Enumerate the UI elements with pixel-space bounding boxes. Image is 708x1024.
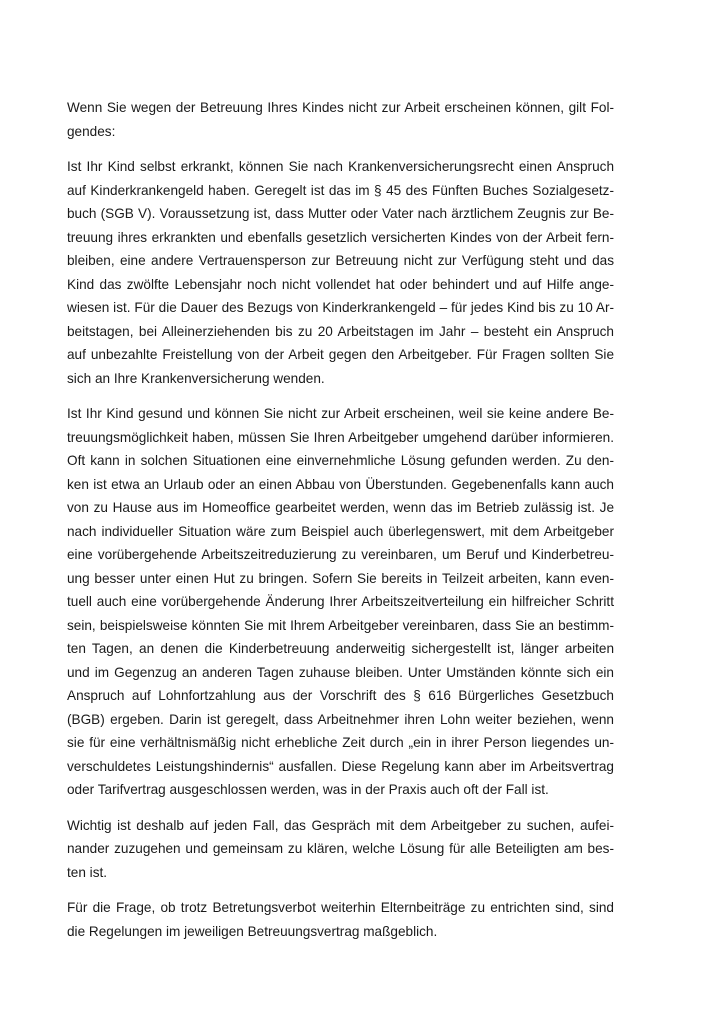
text-line: Ist Ihr Kind gesund und können Sie nicht zur Arbeit erscheinen, weil sie keine andere Be-: [67, 406, 614, 421]
text-line: oder Tarifvertrag ausgeschlossen werden, was in der Praxis auch oft der Fall ist.: [67, 782, 549, 797]
text-line: ung besser unter einen Hut zu bringen. Sofern Sie bereits in Teilzeit arbeiten, kann even-: [67, 570, 614, 586]
text-line: treuungsmöglichkeit haben, müssen Sie Ihren Arbeitgeber umgehend darüber informieren.: [67, 429, 614, 445]
text-line: die Regelungen im jeweiligen Betreuungsvertrag maßgeblich.: [67, 923, 438, 939]
text-line: auf unbezahlte Freistellung von der Arbeit gegen den Arbeitgeber. Für Fragen sollten Sie: [67, 347, 614, 362]
text-line: ken ist etwa an Urlaub oder an einen Abbau von Überstunden. Gegebenenfalls kann auch: [67, 476, 614, 492]
text-line: (BGB) ergeben. Darin ist geregelt, dass Arbeitnehmer ihren Lohn weiter beziehen, wenn: [67, 711, 614, 727]
text-line: sich an Ihre Krankenversicherung wenden.: [67, 370, 325, 386]
text-line: Wichtig ist deshalb auf jeden Fall, das Gespräch mit dem Arbeitgeber zu suchen, aufei-: [67, 817, 614, 833]
text-line: nander zuzugehen und gemeinsam zu klären, welche Lösung für alle Beteiligten am bes-: [67, 841, 614, 856]
text-line: verschuldetes Leistungshindernis“ ausfallen. Diese Regelung kann aber im Arbeitsvertrag: [67, 758, 614, 774]
text-line: ten ist.: [67, 864, 108, 880]
text-line: von zu Hause aus im Homeoffice gearbeitet werden, wenn das im Betrieb zulässig ist. Je: [67, 500, 614, 515]
text-line: Ist Ihr Kind selbst erkrankt, können Sie nach Krankenversicherungsrecht einen Anspruch: [67, 159, 614, 174]
text-line: sie für eine verhältnismäßig nicht erhebliche Zeit durch „ein in ihrer Person liegendes un-: [67, 735, 614, 750]
text-line: wiesen ist. Für die Dauer des Bezugs von Kinderkrankengeld – für jedes Kind bis zu 10 Ar-: [67, 300, 614, 315]
text-line: nach individueller Situation wäre zum Beispiel auch überlegenswert, mit dem Arbeitgeber: [67, 523, 614, 539]
text-line: Anspruch auf Lohnfortzahlung aus der Vorschrift des § 616 Bürgerliches Gesetzbuch: [67, 688, 614, 703]
document-body: [67, 96, 614, 955]
paragraph-intro: [67, 96, 614, 143]
paragraph-child-healthy: [67, 402, 614, 802]
text-line: gendes:: [67, 123, 116, 139]
text-line: beitstagen, bei Alleinerziehenden bis zu 20 Arbeitstagen im Jahr – besteht ein Anspruch: [67, 323, 614, 339]
text-line: und im Gegenzug an anderen Tagen zuhause bleiben. Unter Umständen könnte sich ein: [67, 664, 614, 680]
text-line: tuell auch eine vorübergehende Änderung Ihrer Arbeitszeitverteilung ein hilfreicher Schritt: [67, 594, 614, 609]
text-line: Wenn Sie wegen der Betreuung Ihres Kindes nicht zur Arbeit erscheinen können, gilt Fol-: [67, 100, 614, 115]
text-line: bleiben, eine andere Vertrauensperson zur Betreuung nicht zur Verfügung steht und das: [67, 253, 614, 268]
text-line: eine vorübergehende Arbeitszeitreduzierung zu vereinbaren, um Beruf und Kinderbetreu-: [67, 547, 614, 562]
paragraph-child-sick: [67, 155, 614, 390]
text-line: auf Kinderkrankengeld haben. Geregelt ist das im § 45 des Fünften Buches Sozialgesetz-: [67, 182, 614, 198]
text-line: Für die Frage, ob trotz Betretungsverbot weiterhin Elternbeiträge zu entrichten sind, sind: [67, 900, 614, 915]
paragraph-fees: [67, 896, 614, 943]
text-line: Kind das zwölfte Lebensjahr noch nicht vollendet hat oder behindert und auf Hilfe ange-: [67, 276, 614, 292]
text-line: Oft kann in solchen Situationen eine einvernehmliche Lösung gefunden werden. Zu den-: [67, 453, 614, 468]
text-line: treuung ihres erkrankten und ebenfalls gesetzlich versicherten Kindes von der Arbeit fern-: [67, 229, 614, 245]
text-line: sein, beispielsweise könnten Sie mit Ihrem Arbeitgeber vereinbaren, dass Sie an bestimm-: [67, 617, 614, 633]
text-line: ten Tagen, an denen die Kinderbetreuung anderweitig sichergestellt ist, länger arbeiten: [67, 641, 614, 656]
paragraph-conversation: [67, 814, 614, 885]
text-line: buch (SGB V). Voraussetzung ist, dass Mutter oder Vater nach ärztlichem Zeugnis zur Be-: [67, 206, 614, 221]
